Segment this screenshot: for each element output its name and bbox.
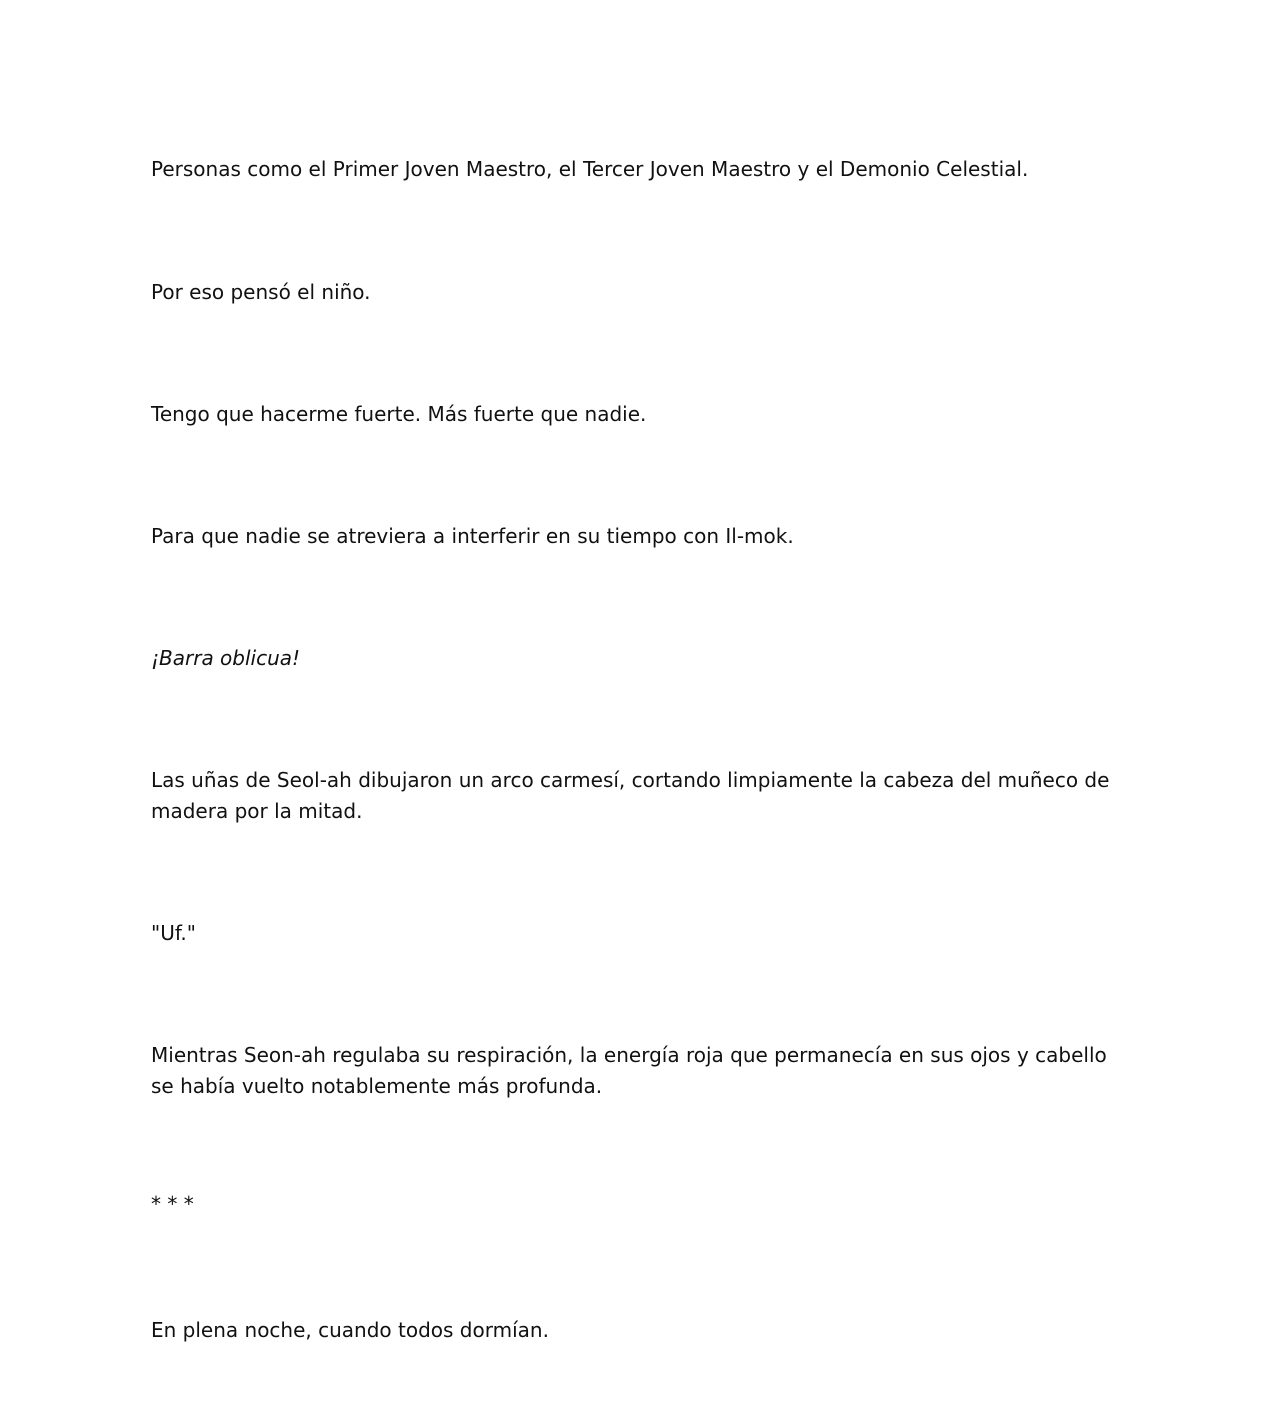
paragraph: En plena noche, cuando todos dormían. <box>151 1318 549 1342</box>
paragraph: Mientras Seon-ah regulaba su respiración, la energía roja que permanecía en sus ojos y cabello se había vuelto notablemente más profunda. <box>151 1043 1107 1098</box>
paragraph: Para que nadie se atreviera a interferir en su tiempo con Il-mok. <box>151 524 794 548</box>
dialogue-paragraph: "Uf." <box>151 921 196 945</box>
paragraph: Tengo que hacerme fuerte. Más fuerte que nadie. <box>151 402 647 426</box>
paragraph: Las uñas de Seol-ah dibujaron un arco carmesí, cortando limpiamente la cabeza del muñeco de madera por la mitad. <box>151 768 1110 823</box>
paragraph: Por eso pensó el niño. <box>151 280 371 304</box>
scene-break: * * * <box>151 1192 194 1216</box>
paragraph: Personas como el Primer Joven Maestro, el Tercer Joven Maestro y el Demonio Celestial. <box>151 157 1029 181</box>
sound-effect-paragraph: ¡Barra oblicua! <box>151 646 301 670</box>
